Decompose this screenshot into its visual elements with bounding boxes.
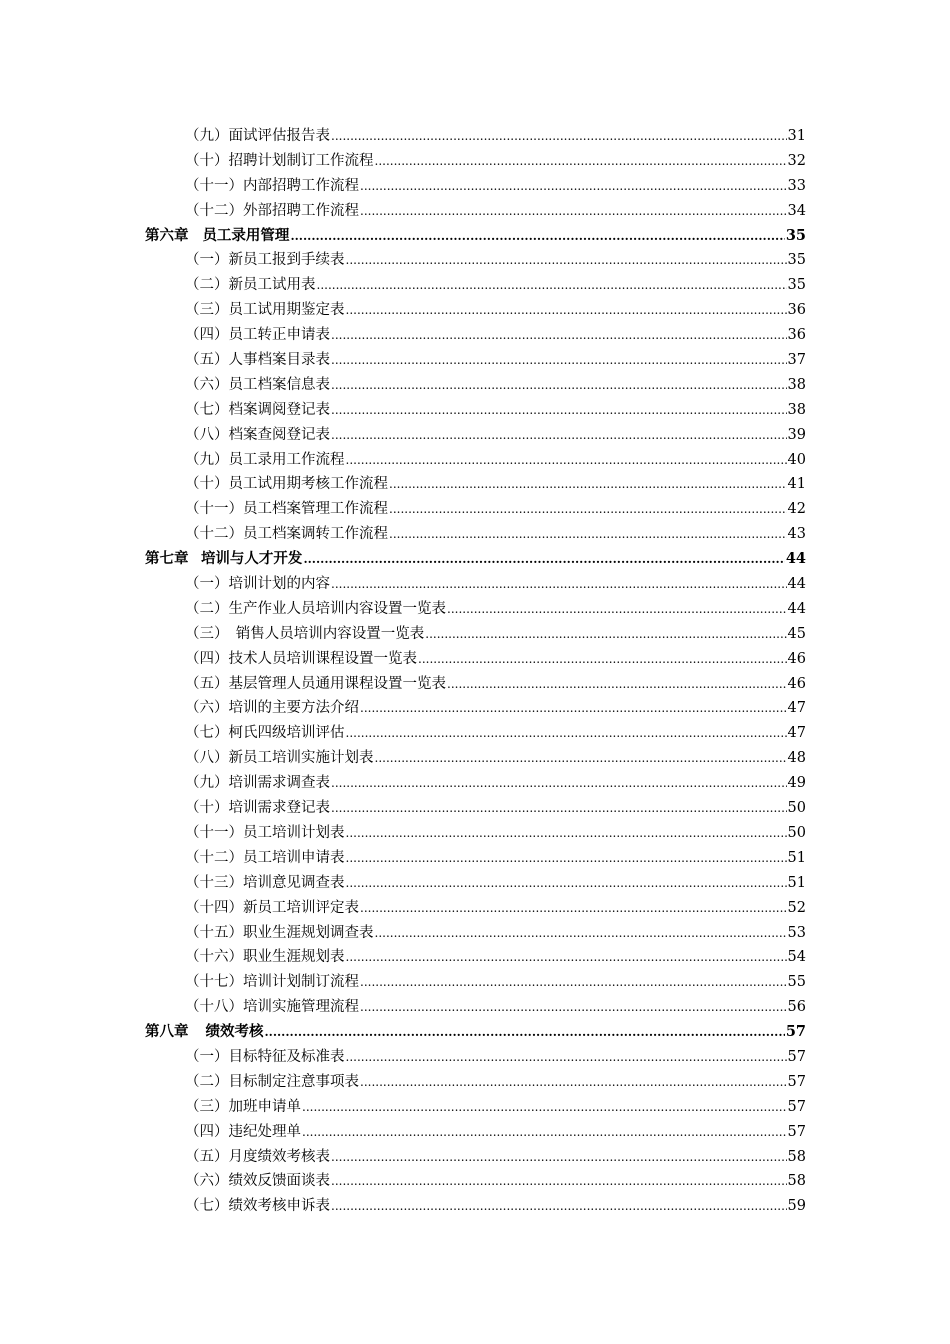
toc-entry[interactable] (145, 199, 806, 224)
page-number: 59 (787, 1198, 806, 1215)
page-number: 40 (787, 451, 806, 468)
dot-leader (389, 522, 787, 547)
entry-title: （二）新员工试用表 (185, 277, 316, 294)
toc-entry[interactable] (145, 323, 806, 348)
chapter-title: 绩效考核 (205, 1023, 264, 1041)
toc-entry[interactable] (145, 896, 806, 921)
page-number: 39 (787, 426, 806, 443)
entry-title: （五）月度绩效考核表 (185, 1148, 330, 1165)
entry-title: （十）员工试用期考核工作流程 (185, 476, 388, 493)
page-number: 47 (787, 725, 806, 742)
entry-title: （四）技术人员培训课程设置一览表 (185, 650, 417, 667)
toc-chapter-entry[interactable] (145, 224, 806, 249)
entry-title: （一）培训计划的内容 (185, 576, 330, 593)
entry-title: （二）生产作业人员培训内容设置一览表 (185, 600, 446, 617)
entry-title: （十二）外部招聘工作流程 (185, 202, 359, 219)
entry-title: （一）目标特征及标准表 (185, 1048, 345, 1065)
dot-leader (375, 746, 787, 771)
dot-leader (360, 896, 787, 921)
chapter-number: 第八章 (145, 1023, 189, 1041)
entry-title: （十二）员工培训申请表 (185, 849, 345, 866)
dot-leader (302, 1095, 787, 1120)
page-number: 34 (787, 202, 806, 219)
page-number: 35 (787, 277, 806, 294)
toc-entry[interactable] (145, 348, 806, 373)
entry-title: （七）绩效考核申诉表 (185, 1198, 330, 1215)
page-number: 48 (787, 750, 806, 767)
page-number: 41 (787, 476, 806, 493)
toc-chapter-entry[interactable] (145, 1020, 806, 1045)
dot-leader (346, 945, 787, 970)
dot-leader (346, 298, 787, 323)
page-number: 45 (787, 625, 806, 642)
toc-entry[interactable] (145, 796, 806, 821)
page-number: 36 (787, 327, 806, 344)
dot-leader (425, 622, 786, 647)
entry-title: （五）基层管理人员通用课程设置一览表 (185, 675, 446, 692)
toc-entry[interactable] (145, 696, 806, 721)
toc-chapter-entry[interactable] (145, 547, 806, 572)
entry-title: （十一）员工培训计划表 (185, 824, 345, 841)
dot-leader (331, 373, 787, 398)
toc-entry[interactable] (145, 1169, 806, 1194)
dot-leader (331, 771, 787, 796)
page-number: 54 (787, 949, 806, 966)
entry-title: （八）档案查阅登记表 (185, 426, 330, 443)
toc-entry[interactable] (145, 995, 806, 1020)
dot-leader (331, 398, 787, 423)
chapter-number: 第七章 (145, 550, 189, 568)
toc-entry[interactable] (145, 945, 806, 970)
page-number: 57 (787, 1073, 806, 1090)
toc-entry[interactable] (145, 871, 806, 896)
toc-entry[interactable] (145, 373, 806, 398)
entry-title: （十六）职业生涯规划表 (185, 949, 345, 966)
entry-title: （十八）培训实施管理流程 (185, 999, 359, 1016)
entry-title: （一）新员工报到手续表 (185, 252, 345, 269)
dot-leader (389, 497, 787, 522)
toc-entry[interactable] (145, 572, 806, 597)
page-number: 36 (787, 302, 806, 319)
page-number: 57 (787, 1048, 806, 1065)
toc-entry[interactable] (145, 821, 806, 846)
dot-leader (346, 248, 787, 273)
page-number: 58 (787, 1173, 806, 1190)
toc-entry[interactable] (145, 970, 806, 995)
entry-title: （三）加班申请单 (185, 1098, 301, 1115)
toc-entry[interactable] (145, 497, 806, 522)
page-number: 33 (787, 177, 806, 194)
page-number: 38 (787, 401, 806, 418)
dot-leader (346, 448, 787, 473)
dot-leader (331, 1169, 787, 1194)
toc-entry[interactable] (145, 522, 806, 547)
dot-leader (447, 597, 787, 622)
page-number: 51 (787, 849, 806, 866)
dot-leader (447, 672, 787, 697)
toc-entry[interactable] (145, 721, 806, 746)
dot-leader (360, 995, 787, 1020)
dot-leader (346, 721, 787, 746)
entry-title: （三） 销售人员培训内容设置一览表 (185, 625, 425, 642)
dot-leader (303, 547, 784, 572)
page-number: 31 (787, 128, 806, 144)
entry-title: （十一）员工档案管理工作流程 (185, 501, 388, 518)
dot-leader (331, 423, 787, 448)
dot-leader (331, 348, 787, 373)
toc-entry[interactable] (145, 273, 806, 298)
toc-entry[interactable] (145, 1120, 806, 1145)
toc-entry[interactable] (145, 622, 806, 647)
dot-leader (346, 871, 787, 896)
page-number: 44 (785, 550, 806, 568)
entry-title: （十五）职业生涯规划调查表 (185, 924, 374, 941)
page-number: 35 (785, 226, 806, 244)
page-number: 46 (787, 650, 806, 667)
page-number: 37 (787, 352, 806, 369)
dot-leader (331, 1194, 787, 1219)
dot-leader (360, 174, 787, 199)
page-number: 50 (787, 824, 806, 841)
toc-entry[interactable] (145, 423, 806, 448)
page-number: 53 (787, 924, 806, 941)
toc-entry[interactable] (145, 672, 806, 697)
page-number: 47 (787, 700, 806, 717)
page-number: 35 (787, 252, 806, 269)
dot-leader (331, 1145, 787, 1170)
dot-leader (360, 1070, 787, 1095)
entry-title: （四）违纪处理单 (185, 1123, 301, 1140)
table-of-contents (145, 124, 806, 1219)
toc-entry[interactable] (145, 174, 806, 199)
dot-leader (317, 273, 787, 298)
toc-entry[interactable] (145, 149, 806, 174)
page-number: 57 (785, 1023, 806, 1041)
toc-entry[interactable] (145, 1145, 806, 1170)
toc-entry[interactable] (145, 921, 806, 946)
page-number: 42 (787, 501, 806, 518)
entry-title: （六）培训的主要方法介绍 (185, 700, 359, 717)
page-number: 57 (787, 1123, 806, 1140)
entry-title: （二）目标制定注意事项表 (185, 1073, 359, 1090)
dot-leader (331, 572, 787, 597)
entry-title: （十二）员工档案调转工作流程 (185, 526, 388, 543)
toc-entry[interactable] (145, 771, 806, 796)
page-number: 38 (787, 376, 806, 393)
toc-entry[interactable] (145, 1095, 806, 1120)
entry-title: （十一）内部招聘工作流程 (185, 177, 359, 194)
page-number: 43 (787, 526, 806, 543)
toc-entry[interactable] (145, 1045, 806, 1070)
dot-leader (264, 1020, 784, 1045)
entry-title: （九）培训需求调查表 (185, 775, 330, 792)
entry-title: （八）新员工培训实施计划表 (185, 750, 374, 767)
dot-leader (346, 821, 787, 846)
toc-entry[interactable] (145, 1070, 806, 1095)
dot-leader (302, 1120, 787, 1145)
entry-title: （十）培训需求登记表 (185, 800, 330, 817)
entry-title: （十三）培训意见调查表 (185, 874, 345, 891)
page-number: 49 (787, 775, 806, 792)
entry-title: （九）员工录用工作流程 (185, 451, 345, 468)
entry-title: （七）柯氏四级培训评估 (185, 725, 345, 742)
dot-leader (331, 124, 787, 149)
page-number: 58 (787, 1148, 806, 1165)
dot-leader (375, 149, 787, 174)
toc-entry[interactable] (145, 298, 806, 323)
entry-title: （十七）培训计划制订流程 (185, 974, 359, 991)
dot-leader (360, 970, 787, 995)
entry-title: （七）档案调阅登记表 (185, 401, 330, 418)
dot-leader (360, 199, 787, 224)
entry-title: （九）面试评估报告表 (185, 128, 330, 144)
toc-entry[interactable] (145, 398, 806, 423)
page-number: 52 (787, 899, 806, 916)
dot-leader (331, 796, 787, 821)
page-number: 44 (787, 600, 806, 617)
dot-leader (331, 323, 787, 348)
entry-title: （六）绩效反馈面谈表 (185, 1173, 330, 1190)
toc-entry[interactable] (145, 597, 806, 622)
dot-leader (389, 472, 787, 497)
page-number: 57 (787, 1098, 806, 1115)
toc-entry[interactable] (145, 846, 806, 871)
page-number: 56 (787, 999, 806, 1016)
page-number: 50 (787, 800, 806, 817)
dot-leader (360, 696, 787, 721)
page-number: 55 (787, 974, 806, 991)
toc-entry[interactable] (145, 448, 806, 473)
chapter-title: 培训与人才开发 (200, 550, 303, 568)
page-number: 44 (787, 576, 806, 593)
toc-entry[interactable] (145, 248, 806, 273)
entry-title: （十四）新员工培训评定表 (185, 899, 359, 916)
chapter-title: 员工录用管理 (202, 226, 290, 244)
toc-entry[interactable] (145, 472, 806, 497)
toc-entry[interactable] (145, 1194, 806, 1219)
dot-leader (346, 846, 787, 871)
page-number: 46 (787, 675, 806, 692)
page-number: 51 (787, 874, 806, 891)
entry-title: （五）人事档案目录表 (185, 352, 330, 369)
page-number: 32 (787, 152, 806, 169)
dot-leader (346, 1045, 787, 1070)
dot-leader (418, 647, 787, 672)
entry-title: （六）员工档案信息表 (185, 376, 330, 393)
toc-entry[interactable] (145, 746, 806, 771)
toc-entry[interactable] (145, 124, 806, 149)
chapter-number: 第六章 (145, 226, 189, 244)
toc-entry[interactable] (145, 647, 806, 672)
entry-title: （四）员工转正申请表 (185, 327, 330, 344)
entry-title: （三）员工试用期鉴定表 (185, 302, 345, 319)
dot-leader (290, 224, 784, 249)
entry-title: （十）招聘计划制订工作流程 (185, 152, 374, 169)
dot-leader (375, 921, 787, 946)
